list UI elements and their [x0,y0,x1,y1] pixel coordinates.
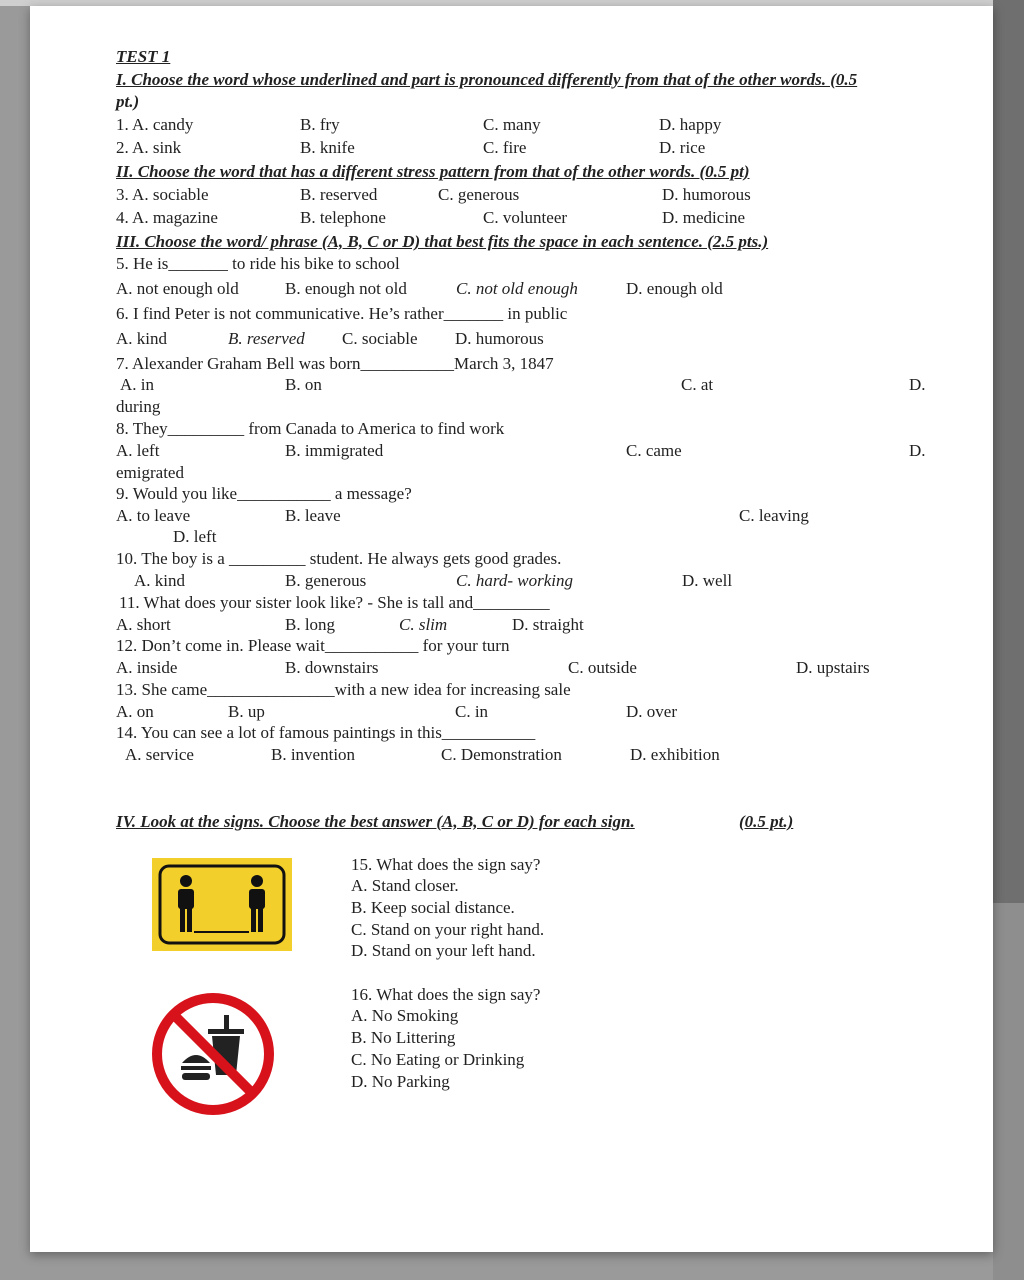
section-2-heading: II. Choose the word that has a different stress pattern from that of the other words. (0.5 pt) [116,162,750,181]
q15-option-b: B. Keep social distance. [351,898,515,917]
q3-option-d: D. humorous [662,185,751,204]
q2-option-a: 2. A. sink [116,138,182,157]
q9-option-c: C. leaving [739,506,809,525]
section-1-heading: I. Choose the word whose underlined and part is pronounced differently from that of the other words. (0.5 [116,70,858,89]
q8-option-a: A. left [116,441,160,460]
q16-question: 16. What does the sign say? [351,985,541,1004]
q7-option-d: D. [909,375,926,394]
q7-option-a: A. in [120,375,154,394]
q5-option-a: A. not enough old [116,279,239,298]
scrollbar-thumb[interactable] [993,0,1024,903]
q4-option-b: B. telephone [300,208,386,227]
q10-option-a: A. kind [134,571,185,590]
section-1-heading-cont: pt.) [116,92,140,111]
q1-option-d: D. happy [659,115,722,134]
q15-option-d: D. Stand on your left hand. [351,941,536,960]
q8-option-b: B. immigrated [285,441,384,460]
q5-option-c: C. not old enough [456,279,578,298]
q3-option-a: 3. A. sociable [116,185,209,204]
q6-option-d: D. humorous [455,329,544,348]
q1-option-a: 1. A. candy [116,115,194,134]
q14-question: 14. You can see a lot of famous paintings in this___________ [116,723,536,742]
q16-option-a: A. No Smoking [351,1006,459,1025]
q13-question: 13. She came_______________with a new idea for increasing sale [116,680,571,699]
no-eating-drinking-sign-icon [152,993,274,1115]
q9-option-b: B. leave [285,506,341,525]
q10-option-b: B. generous [285,571,367,590]
q2-option-d: D. rice [659,138,706,157]
q10-question: 10. The boy is a _________ student. He always gets good grades. [116,549,562,568]
q6-option-a: A. kind [116,329,167,348]
q13-option-a: A. on [116,702,154,721]
q16-option-c: C. No Eating or Drinking [351,1050,525,1069]
q12-option-b: B. downstairs [285,658,379,677]
q12-question: 12. Don’t come in. Please wait___________ for your turn [116,636,510,655]
q3-option-b: B. reserved [300,185,378,204]
q1-option-c: C. many [483,115,541,134]
q12-option-c: C. outside [568,658,637,677]
q7-question: 7. Alexander Graham Bell was born___________March 3, 1847 [116,354,554,373]
q14-option-c: C. Demonstration [441,745,562,764]
q8-option-c: C. came [626,441,682,460]
q11-option-b: B. long [285,615,336,634]
q16-option-d: D. No Parking [351,1072,450,1091]
q14-option-d: D. exhibition [630,745,720,764]
q13-option-b: B. up [228,702,265,721]
test-title: TEST 1 [116,47,171,66]
q11-option-a: A. short [116,615,171,634]
q8-question: 8. They_________ from Canada to America to find work [116,419,505,438]
q11-option-c: C. slim [399,615,448,634]
q13-option-d: D. over [626,702,677,721]
q9-question: 9. Would you like___________ a message? [116,484,412,503]
q16-option-b: B. No Littering [351,1028,456,1047]
q4-option-c: C. volunteer [483,208,568,227]
q8-option-d-text: emigrated [116,463,184,482]
section-4-heading: IV. Look at the signs. Choose the best answer (A, B, C or D) for each sign. [116,812,635,831]
q8-option-d: D. [909,441,926,460]
q3-option-c: C. generous [438,185,520,204]
q10-option-c: C. hard- working [456,571,573,590]
q2-option-c: C. fire [483,138,527,157]
q11-question: 11. What does your sister look like? - She is tall and_________ [119,593,550,612]
q14-option-b: B. invention [271,745,356,764]
q6-question: 6. I find Peter is not communicative. He’s rather_______ in public [116,304,568,323]
q15-option-a: A. Stand closer. [351,876,459,895]
q15-question: 15. What does the sign say? [351,855,541,874]
q12-option-d: D. upstairs [796,658,870,677]
q15-option-c: C. Stand on your right hand. [351,920,545,939]
q11-option-d: D. straight [512,615,584,634]
q10-option-d: D. well [682,571,733,590]
q7-option-b: B. on [285,375,322,394]
social-distance-sign-icon [152,858,292,951]
q6-option-b: B. reserved [228,329,305,348]
q5-option-d: D. enough old [626,279,723,298]
q5-option-b: B. enough not old [285,279,407,298]
q6-option-c: C. sociable [342,329,418,348]
q4-option-d: D. medicine [662,208,746,227]
q14-option-a: A. service [125,745,194,764]
document-page [30,6,993,1252]
q7-option-c: C. at [681,375,714,394]
q9-option-a: A. to leave [116,506,191,525]
q4-option-a: 4. A. magazine [116,208,218,227]
q7-option-d-text: during [116,397,161,416]
q1-option-b: B. fry [300,115,340,134]
q12-option-a: A. inside [116,658,178,677]
q2-option-b: B. knife [300,138,355,157]
q13-option-c: C. in [455,702,489,721]
q5-question: 5. He is_______ to ride his bike to school [116,254,400,273]
section-4-points: (0.5 pt.) [739,812,794,831]
section-3-heading: III. Choose the word/ phrase (A, B, C or D) that best fits the space in each sentence. (2.5 pts.) [116,232,769,251]
q9-option-d: D. left [173,527,217,546]
